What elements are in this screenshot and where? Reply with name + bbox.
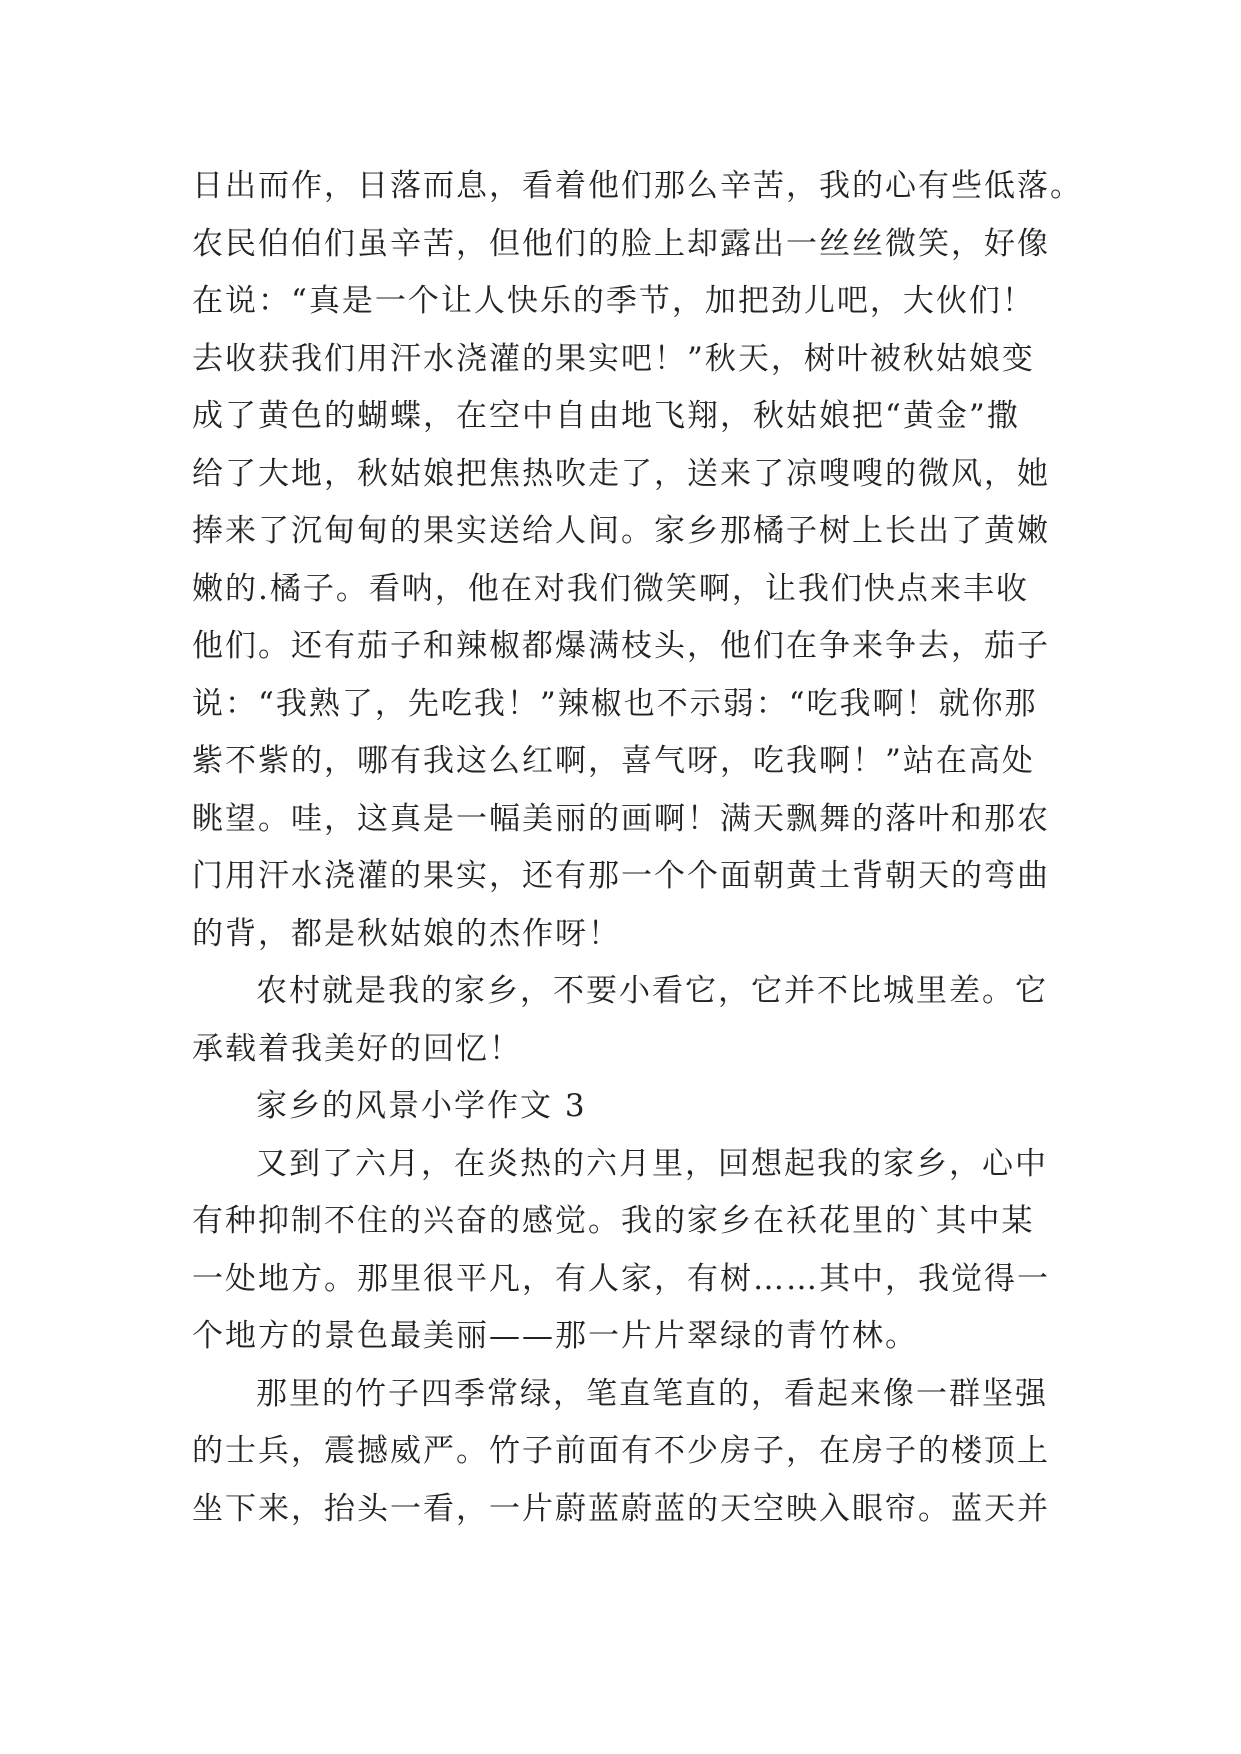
text-line: 眺望。哇，这真是一幅美丽的画啊！满天飘舞的落叶和那农 xyxy=(192,800,1050,837)
text-line: 紫不紫的，哪有我这么红啊，喜气呀，吃我啊！”站在高处 xyxy=(192,743,1035,779)
text-line: 日出而作，日落而息，看着他们那么辛苦，我的心有些低落。 xyxy=(192,168,1083,204)
text-line: 个地方的景色最美丽——那一片片翠绿的青竹林。 xyxy=(192,1318,918,1354)
text-line: 嫩的.橘子。看呐，他在对我们微笑啊，让我们快点来丰收 xyxy=(192,570,1029,607)
text-line: 成了黄色的蝴蝶，在空中自由地飞翔，秋姑娘把“黄金”撒 xyxy=(192,398,1020,434)
text-line: 有种抑制不住的兴奋的感觉。我的家乡在袄花里的`其中某 xyxy=(192,1203,1035,1239)
text-line: 门用汗水浇灌的果实，还有那一个个面朝黄土背朝天的弯曲 xyxy=(192,858,1050,894)
text-line: 他们。还有茄子和辣椒都爆满枝头，他们在争来争去，茄子 xyxy=(192,628,1050,664)
text-line: 一处地方。那里很平凡，有人家，有树……其中，我觉得一 xyxy=(192,1260,1050,1297)
text-line: 给了大地，秋姑娘把焦热吹走了，送来了凉嗖嗖的微风，她 xyxy=(192,455,1050,492)
text-line: 坐下来，抬头一看，一片蔚蓝蔚蓝的天空映入眼帘。蓝天并 xyxy=(192,1490,1050,1527)
text-line: 说：“我熟了，先吃我！”辣椒也不示弱：“吃我啊！就你那 xyxy=(192,685,1038,722)
text-line: 的背，都是秋姑娘的杰作呀！ xyxy=(192,915,621,952)
text-line: 承载着我美好的回忆！ xyxy=(192,1030,522,1067)
text-line: 那里的竹子四季常绿，笔直笔直的，看起来像一群坚强 xyxy=(256,1375,1048,1412)
text-line: 捧来了沉甸甸的果实送给人间。家乡那橘子树上长出了黄嫩 xyxy=(192,513,1050,549)
text-line: 农民伯伯们虽辛苦，但他们的脸上却露出一丝丝微笑，好像 xyxy=(192,225,1050,262)
text-line: 的士兵，震撼威严。竹子前面有不少房子，在房子的楼顶上 xyxy=(192,1433,1050,1469)
text-line: 去收获我们用汗水浇灌的果实吧！”秋天，树叶被秋姑娘变 xyxy=(192,340,1035,377)
text-line: 家乡的风景小学作文 3 xyxy=(256,1088,587,1124)
text-line: 又到了六月，在炎热的六月里，回想起我的家乡，心中 xyxy=(256,1145,1048,1182)
text-line: 在说：“真是一个让人快乐的季节，加把劲儿吧，大伙们！ xyxy=(192,283,1035,319)
document-body xyxy=(192,158,1083,1538)
text-line: 农村就是我的家乡，不要小看它，它并不比城里差。它 xyxy=(256,973,1048,1009)
